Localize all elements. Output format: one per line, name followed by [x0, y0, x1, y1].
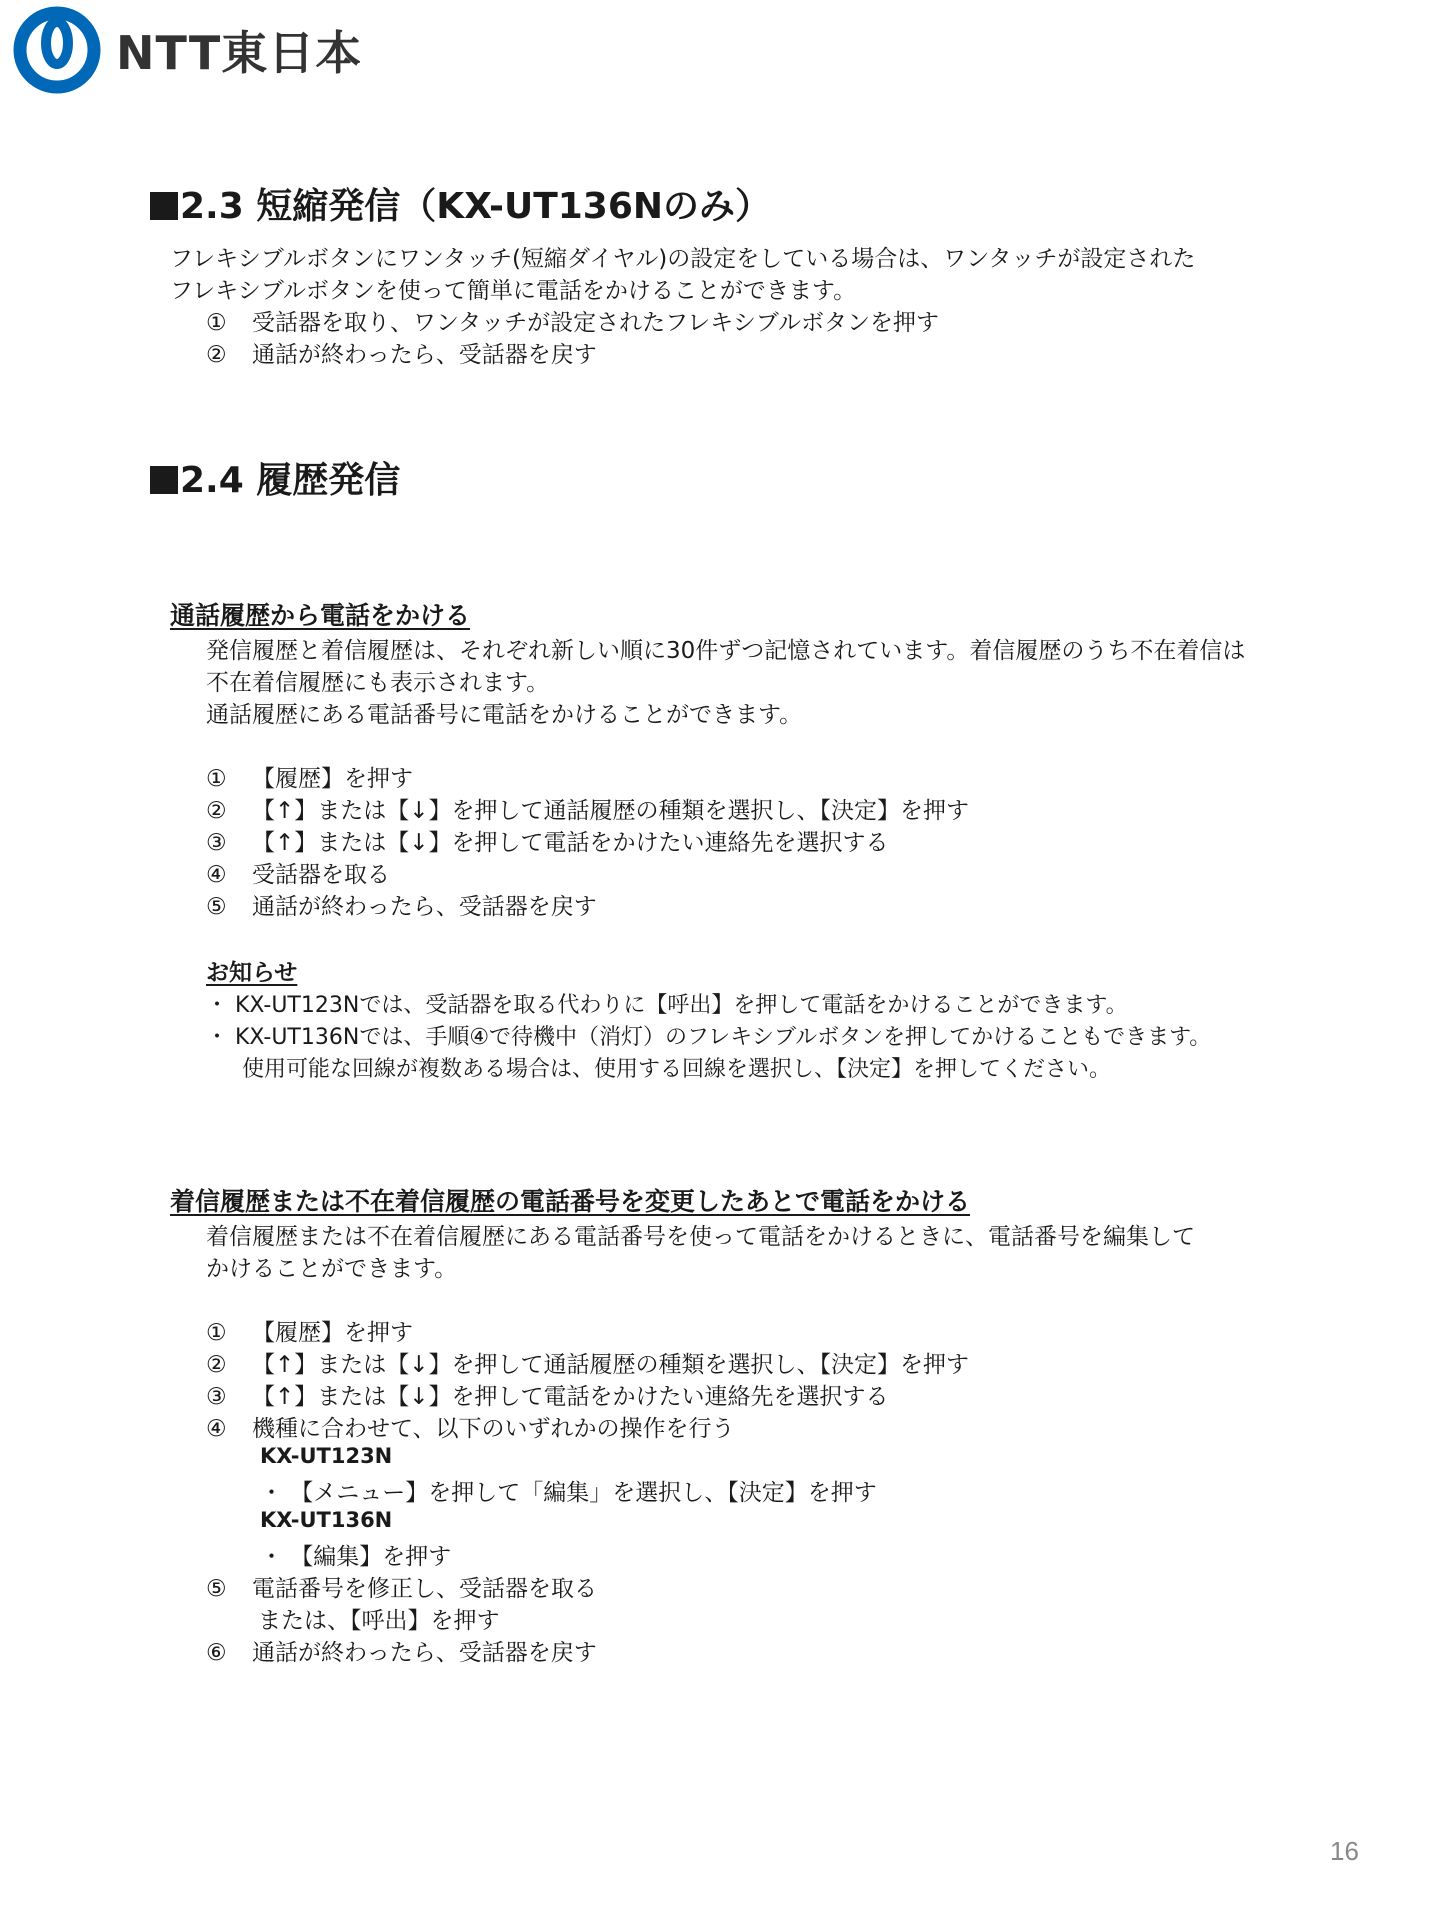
- model-label-kx-ut123n: KX-UT123N: [260, 1444, 393, 1468]
- step-number: ⑤: [206, 894, 227, 920]
- intro-line: 不在着信履歴にも表示されます。: [206, 670, 550, 696]
- step-text: 電話番号を修正し、受話器を取る: [252, 1576, 597, 1602]
- step-item: [206, 1410, 735, 1443]
- step-number: ①: [206, 1320, 227, 1346]
- square-bullet-icon: [150, 466, 178, 494]
- intro-line: かけることができます。: [206, 1256, 458, 1282]
- notice-item: 使用可能な回線が複数ある場合は、使用する回線を選択し、【決定】を押してください。: [242, 1057, 1112, 1082]
- step-number: ③: [206, 830, 227, 856]
- model-label-kx-ut136n: KX-UT136N: [260, 1508, 393, 1532]
- step-number: ③: [206, 1384, 227, 1410]
- step-text: 【履歴】を押す: [252, 766, 413, 792]
- sub-heading-call-history: 通話履歴から電話をかける: [170, 601, 471, 630]
- section-title-2-3: [150, 178, 771, 229]
- step-number: ④: [206, 1416, 227, 1442]
- intro-line: 着信履歴または不在着信履歴にある電話番号を使って電話をかけるときに、電話番号を編集して: [206, 1224, 1195, 1250]
- step-number: ④: [206, 862, 227, 888]
- ntt-ring-icon: [12, 5, 102, 95]
- step-item: [206, 1346, 969, 1379]
- step-text: 【↑】または【↓】を押して通話履歴の種類を選択し、【決定】を押す: [252, 798, 970, 824]
- step-text: 受話器を取る: [252, 862, 390, 888]
- step-item: [206, 1314, 413, 1347]
- step-item: [206, 1634, 597, 1667]
- step-text: 機種に合わせて、以下のいずれかの操作を行う: [252, 1416, 735, 1442]
- step-number: ②: [206, 342, 227, 368]
- step-text: 【↑】または【↓】を押して通話履歴の種類を選択し、【決定】を押す: [252, 1352, 970, 1378]
- sub-heading-edit-and-call: 着信履歴または不在着信履歴の電話番号を変更したあとで電話をかける: [170, 1187, 971, 1216]
- intro-line: フレキシブルボタンにワンタッチ(短縮ダイヤル)の設定をしている場合は、ワンタッチが設定された: [170, 246, 1196, 272]
- logo-text: NTT東日本: [116, 26, 363, 80]
- step-item: [206, 304, 939, 337]
- step-number: ⑥: [206, 1640, 227, 1666]
- notice-item: ・ KX-UT136Nでは、手順④で待機中（消灯）のフレキシブルボタンを押してかけることもできます。: [206, 1025, 1212, 1050]
- page-number: 16: [1330, 1836, 1359, 1866]
- step-number: ①: [206, 310, 227, 336]
- model-step: ・ 【編集】を押す: [260, 1544, 452, 1570]
- step-text: 通話が終わったら、受話器を戻す: [252, 342, 597, 368]
- step-text: 通話が終わったら、受話器を戻す: [252, 1640, 597, 1666]
- step-item: [206, 888, 597, 921]
- step-number: ⑤: [206, 1576, 227, 1602]
- square-bullet-icon: [150, 192, 178, 220]
- step-text: 通話が終わったら、受話器を戻す: [252, 894, 597, 920]
- step-number: ②: [206, 798, 227, 824]
- step-item: [206, 336, 597, 369]
- step-item: [206, 856, 390, 889]
- intro-line: 通話履歴にある電話番号に電話をかけることができます。: [206, 702, 803, 728]
- section-title-2-4: [150, 452, 400, 503]
- model-step: ・ 【メニュー】を押して「編集」を選択し、【決定】を押す: [260, 1480, 877, 1506]
- step-item: [206, 792, 969, 825]
- step-item: [206, 1570, 597, 1603]
- step-item: [206, 824, 889, 857]
- step-item: [206, 760, 413, 793]
- step-number: ②: [206, 1352, 227, 1378]
- step-text: 【↑】または【↓】を押して電話をかけたい連絡先を選択する: [252, 1384, 889, 1410]
- ntt-logo: [12, 6, 362, 94]
- section-title-text: 2.3 短縮発信（KX-UT136Nのみ）: [180, 186, 772, 227]
- notice-heading: お知らせ: [206, 960, 298, 986]
- step-number: ①: [206, 766, 227, 792]
- step-text: 【↑】または【↓】を押して電話をかけたい連絡先を選択する: [252, 830, 889, 856]
- intro-line: フレキシブルボタンを使って簡単に電話をかけることができます。: [170, 278, 857, 304]
- step-text: 【履歴】を押す: [252, 1320, 413, 1346]
- step-item: [206, 1378, 889, 1411]
- step-continuation: または、【呼出】を押す: [258, 1608, 500, 1634]
- notice-item: ・ KX-UT123Nでは、受話器を取る代わりに【呼出】を押して電話をかけることができます。: [206, 993, 1128, 1018]
- section-title-text: 2.4 履歴発信: [180, 460, 401, 501]
- intro-line: 発信履歴と着信履歴は、それぞれ新しい順に30件ずつ記憶されています。着信履歴のうち不在着信は: [206, 638, 1246, 664]
- step-text: 受話器を取り、ワンタッチが設定されたフレキシブルボタンを押す: [252, 310, 940, 336]
